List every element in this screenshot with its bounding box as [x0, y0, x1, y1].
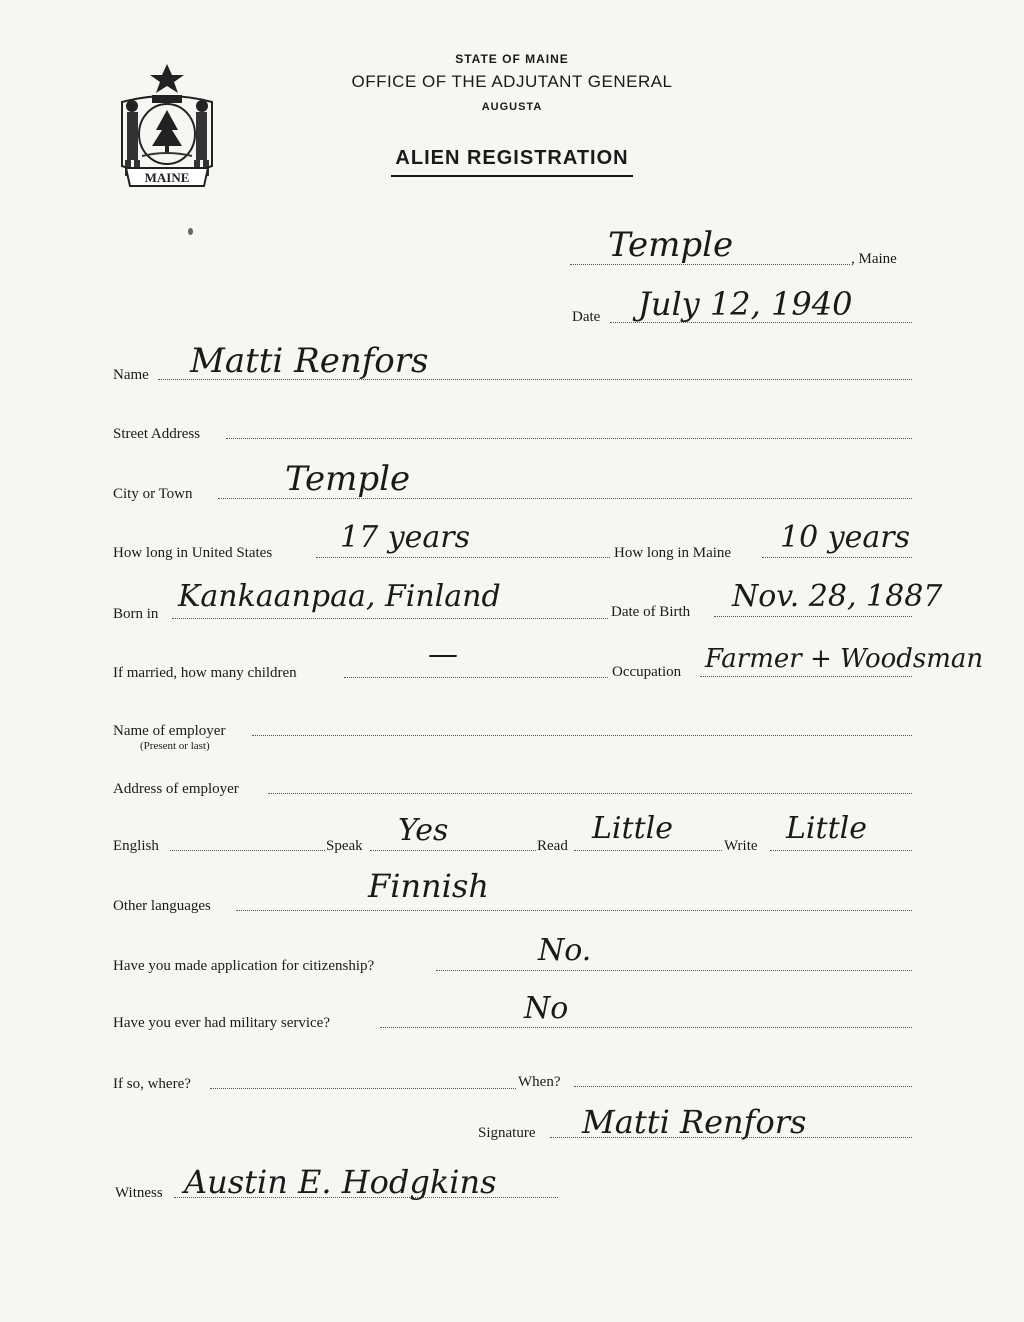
occupation-label: Occupation	[612, 664, 682, 680]
paper-speck	[188, 228, 193, 235]
how-long-us-label: How long in United States	[113, 545, 273, 561]
write-line	[770, 850, 912, 851]
street-label: Street Address	[113, 426, 201, 442]
svg-text:MAINE: MAINE	[144, 170, 190, 185]
citizenship-handwriting: No.	[538, 933, 592, 968]
how-long-maine-label: How long in Maine	[614, 545, 732, 561]
married-line	[344, 677, 608, 678]
married-label: If married, how many children	[113, 665, 297, 681]
signature-label: Signature	[478, 1125, 536, 1141]
other-languages-handwriting: Finnish	[368, 867, 489, 905]
military-line	[380, 1027, 912, 1028]
employer-address-label: Address of employer	[113, 781, 239, 797]
if-so-where-line	[210, 1088, 516, 1089]
english-label: English	[113, 838, 159, 854]
years-us-handwriting: 17 years	[340, 520, 471, 555]
birth-date-handwriting: Nov. 28, 1887	[732, 579, 943, 614]
children-handwriting: —	[428, 637, 458, 672]
street-line	[226, 438, 912, 439]
witness-handwriting: Austin E. Hodgkins	[184, 1163, 497, 1201]
speak-line	[370, 850, 536, 851]
other-languages-label: Other languages	[113, 898, 211, 914]
citizenship-label: Have you made application for citizenship?	[113, 958, 375, 974]
read-line	[574, 850, 722, 851]
citizenship-line	[436, 970, 912, 971]
when-label: When?	[518, 1074, 561, 1090]
when-line	[574, 1086, 912, 1087]
town-handwriting: Temple	[608, 225, 734, 265]
occupation-handwriting: Farmer + Woodsman	[705, 644, 984, 674]
years-maine-handwriting: 10 years	[780, 520, 911, 555]
born-in-handwriting: Kankaanpaa, Finland	[178, 579, 501, 614]
witness-label: Witness	[115, 1185, 163, 1201]
maine-label: , Maine	[851, 251, 897, 267]
header-office: OFFICE OF THE ADJUTANT GENERAL	[351, 72, 673, 91]
date-of-birth-line	[714, 616, 912, 617]
speak-label: Speak	[326, 838, 363, 854]
form-title: ALIEN REGISTRATION	[300, 147, 724, 170]
how-long-maine-line	[762, 557, 912, 558]
city-label: City or Town	[113, 486, 193, 502]
date-handwriting: July 12, 1940	[638, 285, 853, 323]
english-line	[170, 850, 325, 851]
other-languages-line	[236, 910, 912, 911]
read-label: Read	[537, 838, 568, 854]
born-in-line	[172, 618, 608, 619]
write-label: Write	[724, 838, 758, 854]
how-long-us-line	[316, 557, 610, 558]
born-in-label: Born in	[113, 606, 159, 622]
name-label: Name	[113, 367, 149, 383]
employer-label: Name of employer	[113, 723, 226, 739]
employer-line	[252, 735, 912, 736]
write-handwriting: Little	[786, 811, 867, 846]
occupation-line	[700, 676, 912, 677]
speak-handwriting: Yes	[398, 813, 449, 848]
employer-sublabel: (Present or last)	[140, 740, 210, 752]
city-handwriting: Temple	[285, 459, 411, 499]
header-state: STATE OF MAINE	[455, 52, 569, 66]
read-handwriting: Little	[592, 811, 673, 846]
military-label: Have you ever had military service?	[113, 1015, 330, 1031]
military-handwriting: No	[524, 991, 569, 1026]
employer-address-line	[268, 793, 912, 794]
header-city: AUGUSTA	[481, 101, 543, 113]
date-of-birth-label: Date of Birth	[611, 604, 691, 620]
name-handwriting: Matti Renfors	[190, 341, 429, 381]
state-seal-icon	[112, 62, 222, 190]
signature-handwriting: Matti Renfors	[582, 1103, 807, 1141]
if-so-where-label: If so, where?	[113, 1076, 191, 1092]
date-label: Date	[572, 309, 601, 325]
